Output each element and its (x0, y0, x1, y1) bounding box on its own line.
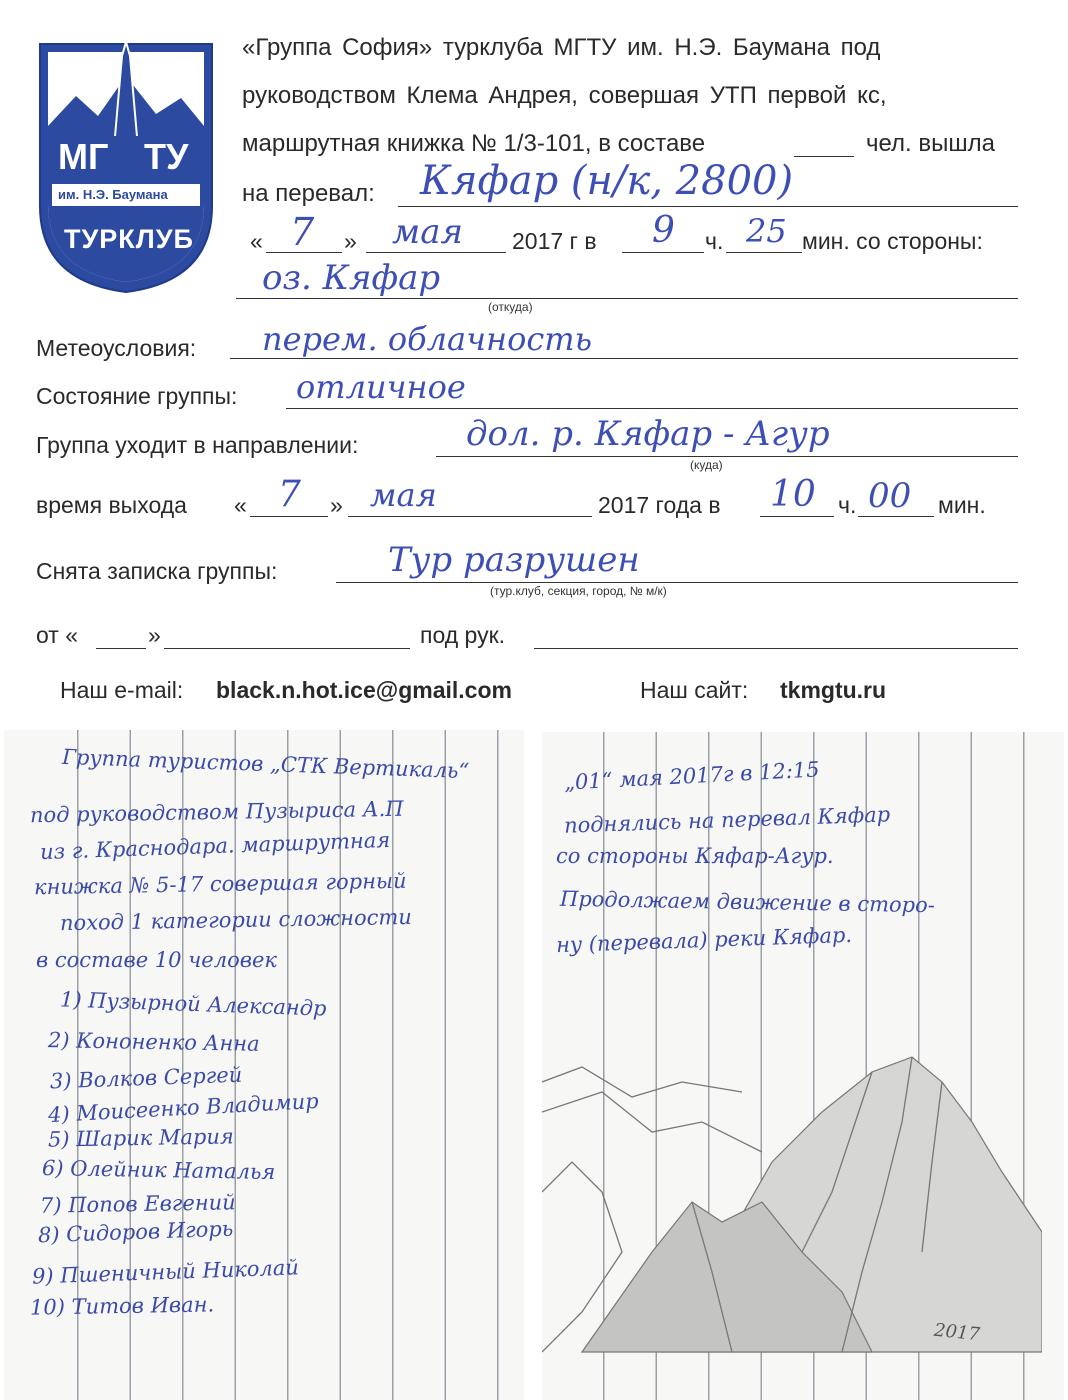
member-1: 1) Пузырной Александр (59, 987, 327, 1021)
from-label: мин. со стороны: (802, 228, 983, 254)
site-label: Наш сайт: (640, 677, 749, 703)
date-month: мая (392, 212, 463, 252)
site-value[interactable]: tkmgtu.ru (780, 677, 887, 703)
pass-value: Кяфар (н/к, 2800) (420, 158, 794, 204)
exit-month: мая (370, 476, 437, 514)
removed-value: Тур разрушен (388, 540, 640, 580)
direction-value: дол. р. Кяфар - Агур (466, 414, 830, 454)
sketch-signature: 2017 (933, 1319, 981, 1346)
intro-line-1: «Группа София» турклуба МГТУ им. Н.Э. Баумана под (242, 34, 881, 61)
pass-label: на перевал: (242, 180, 375, 207)
exit-month-line (348, 516, 592, 517)
lead-line (534, 648, 1018, 649)
intro-line-2: руководством Клема Андрея, совершая УТП первой кс, (242, 82, 887, 109)
date-hour: 9 (652, 210, 675, 251)
state-value: отличное (296, 368, 466, 406)
note-right-line-1: „01“ мая 2017г в 12:15 (563, 757, 821, 795)
note-left-line-2: под руководством Пузыриса А.П (29, 796, 404, 828)
removed-hint: (тур.клуб, секция, город, № м/к) (490, 584, 667, 598)
date-open: « (250, 228, 263, 254)
date-min: 25 (746, 212, 787, 250)
from2-month-line (164, 648, 410, 649)
note-left-line-1: Группа туристов „СТК Вертикаль“ (61, 744, 470, 784)
exit-min: 00 (868, 476, 912, 516)
from2-label: от « (36, 622, 79, 648)
exit-label: время выхода (36, 492, 187, 518)
exit-open: « (234, 492, 247, 518)
exit-min-label: мин. (938, 492, 986, 518)
exit-h: ч. (838, 492, 857, 518)
date-day: 7 (290, 210, 315, 254)
logo-mg: МГ (58, 136, 109, 177)
member-2: 2) Кононенко Анна (47, 1028, 260, 1056)
direction-label: Группа уходит в направлении: (36, 432, 359, 458)
weather-line (230, 358, 1018, 359)
logo-bauman: им. Н.Э. Баумана (58, 187, 168, 202)
state-line (286, 408, 1018, 409)
intro-line-3b: чел. вышла (866, 130, 995, 157)
weather-value: перем. облачность (262, 320, 593, 358)
note-left-line-5: поход 1 категории сложности (59, 904, 413, 936)
date-month-line (366, 252, 506, 253)
turklub-logo (36, 36, 216, 296)
exit-hour: 10 (770, 474, 816, 515)
member-3: 3) Волков Сергей (49, 1062, 243, 1094)
logo-tu: ТУ (144, 136, 189, 177)
date-year: 2017 г в (512, 228, 597, 254)
note-left-paper (4, 730, 524, 1400)
pass-line (398, 206, 1018, 207)
email-value[interactable]: black.n.hot.ice@gmail.com (216, 677, 512, 703)
state-label: Состояние группы: (36, 383, 238, 409)
exit-day-line (250, 516, 328, 517)
exit-close: » (330, 492, 343, 518)
direction-hint: (куда) (690, 458, 723, 472)
note-right-line-5: ну (перевала) реки Кяфар. (555, 922, 853, 958)
member-5: 5) Шарик Мария (47, 1124, 234, 1152)
group-size-line (794, 156, 854, 157)
from-hint: (откуда) (488, 300, 533, 314)
intro-line-3a: маршрутная книжка № 1/3-101, в составе (242, 130, 706, 157)
exit-day: 7 (278, 474, 301, 515)
date-min-line (726, 252, 802, 253)
hour-label: ч. (705, 228, 724, 254)
direction-line (436, 456, 1018, 457)
removed-line (336, 582, 1018, 583)
note-right-line-4: Продолжаем движение в сторо- (559, 886, 936, 918)
weather-label: Метеоусловия: (36, 335, 197, 361)
removed-label: Снята записка группы: (36, 558, 278, 584)
from2-day-line (96, 648, 146, 649)
member-4: 4) Моисеенко Владимир (47, 1088, 320, 1128)
lead-label: под рук. (420, 622, 506, 648)
email-label: Наш e-mail: (60, 677, 184, 703)
from2-close: » (148, 622, 161, 648)
note-right-line-3: со стороны Кяфар-Агур. (556, 844, 834, 868)
date-hour-line (622, 252, 704, 253)
from-value: оз. Кяфар (262, 258, 441, 298)
logo-club: ТУРКЛУБ (64, 224, 194, 254)
member-8: 8) Сидоров Игорь (37, 1216, 234, 1248)
note-right-line-2: поднялись на перевал Кяфар (563, 802, 891, 838)
note-left-line-4: книжка № 5-17 совершая горный (33, 868, 407, 900)
member-6: 6) Олейник Наталья (41, 1155, 276, 1185)
exit-min-line (858, 516, 934, 517)
note-left-line-6: в составе 10 человек (36, 948, 277, 972)
member-9: 9) Пшеничный Николай (31, 1255, 300, 1289)
note-left-line-3: из г. Краснодара. маршрутная (39, 827, 391, 865)
exit-year: 2017 года в (598, 492, 721, 518)
member-7: 7) Попов Евгений (39, 1190, 236, 1218)
note-right-paper (542, 732, 1064, 1400)
date-close: » (344, 228, 357, 254)
from-line (236, 298, 1018, 299)
exit-hour-line (760, 516, 834, 517)
member-10: 10) Титов Иван. (29, 1292, 215, 1320)
